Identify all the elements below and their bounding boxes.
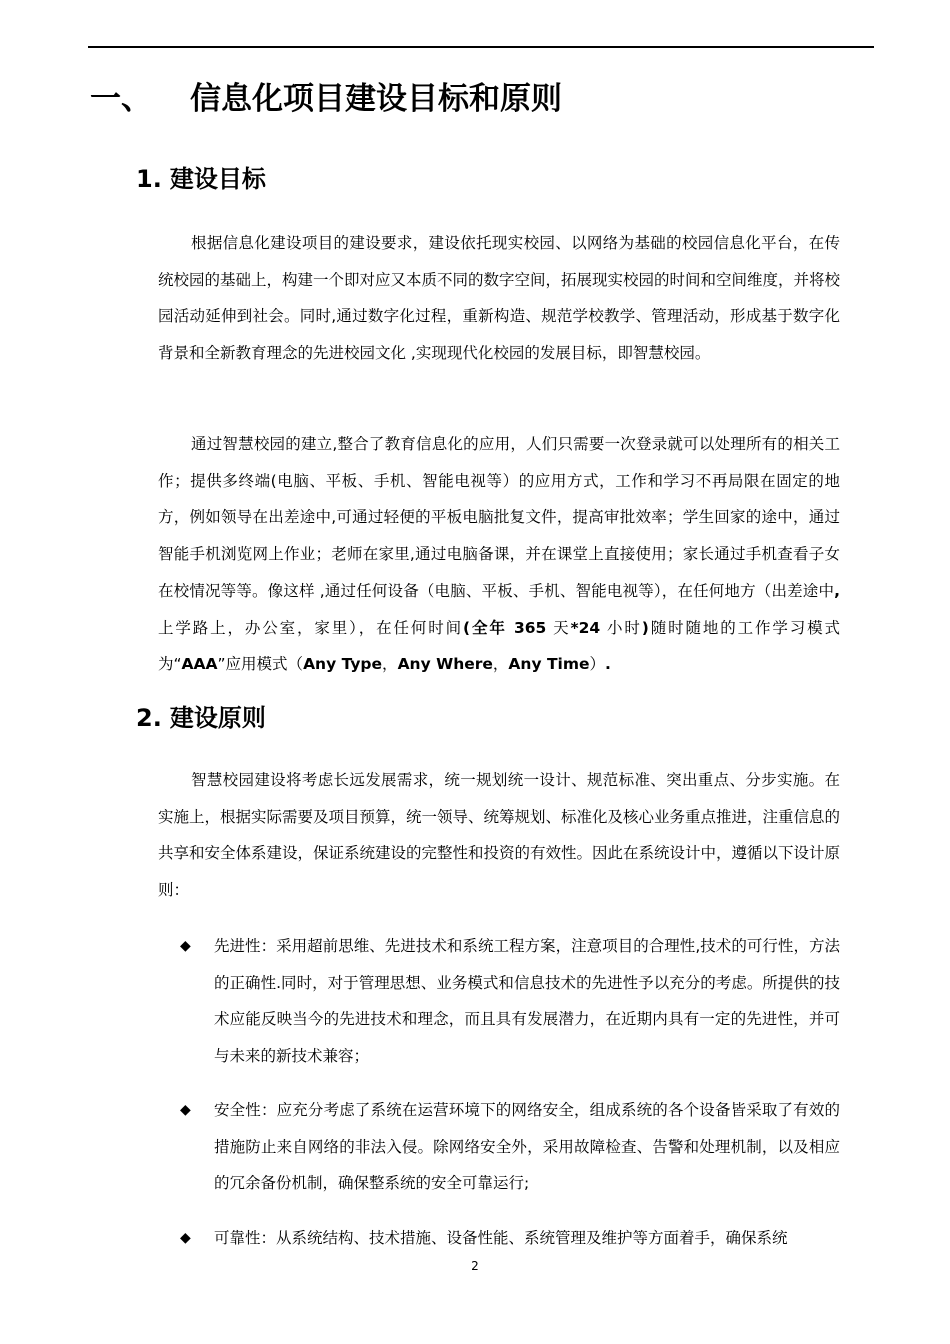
list-item	[180, 928, 840, 1075]
goals-paragraph-1: 根据信息化建设项目的建设要求，建设依托现实校园、以网络为基础的校园信息化平台，在传统校园的基础上，构建一个即对应又本质不同的数字空间，拓展现实校园的时间和空间维度，并将校园活动延伸到社会。同时,通过数字化过程，重新构造、规范学校教学、管理活动，形成基于数字化背景和全新教育理念的先进校园文化 ,实现现代化校园的发展目标，即智慧校园。	[158, 234, 841, 363]
header-rule	[88, 46, 874, 48]
chapter-title: 信息化项目建设目标和原则	[190, 81, 562, 117]
list-item	[180, 1092, 840, 1202]
section-number: 2.	[136, 704, 162, 732]
section-number: 1.	[136, 165, 162, 193]
list-item-text: 先进性：采用超前思维、先进技术和系统工程方案，注意项目的合理性,技术的可行性，方法的正确性.同时，对于管理思想、业务模式和信息技术的先进性予以充分的考虑。所提供的技术应能反映当今的先进技术和理念，而且具有发展潜力，在近期内具有一定的先进性，并可与未来的新技术兼容；	[214, 937, 840, 1066]
chapter-heading	[90, 74, 562, 124]
diamond-bullet-icon: ◆	[180, 1230, 191, 1246]
section-heading-goals	[136, 161, 266, 197]
section-title: 建设目标	[169, 165, 266, 193]
section-heading-principles	[136, 700, 266, 736]
principles-intro-paragraph: 智慧校园建设将考虑长远发展需求，统一规划统一设计、规范标准、突出重点、分步实施。在实施上，根据实际需要及项目预算，统一领导、统筹规划、标准化及核心业务重点推进，注重信息的共享和安全体系建设，保证系统建设的完整性和投资的有效性。因此在系统设计中，遵循以下设计原则：	[158, 771, 841, 900]
diamond-bullet-icon: ◆	[180, 938, 191, 954]
list-item	[180, 1220, 840, 1257]
chapter-number: 一、	[90, 81, 152, 117]
diamond-bullet-icon: ◆	[180, 1102, 191, 1118]
section-title: 建设原则	[169, 704, 266, 732]
goals-paragraph-2: 通过智慧校园的建立,整合了教育信息化的应用，人们只需要一次登录就可以处理所有的相关工作；提供多终端(电脑、平板、手机、智能电视等）的应用方式，工作和学习不再局限在固定的地方，例如领导在出差途中,可通过轻便的平板电脑批复文件，提高审批效率；学生回家的途中，通过智能手机浏览网上作业；老师在家里,通过电脑备课，并在课堂上直接使用；家长通过手机查看子女在校情况等等。像这样 ,通过任何设备（电脑、平板、手机、智能电视等），在任何地方（出差途中,上学路上，办公室，家里），在任何时间(全年 365 天*24 小时)随时随地的工作学习模式为“AAA”应用模式（Any Type，Any Where，Any Time）.	[158, 435, 840, 674]
page-number: 2	[471, 1259, 479, 1273]
list-item-text: 安全性：应充分考虑了系统在运营环境下的网络安全，组成系统的各个设备皆采取了有效的措施防止来自网络的非法入侵。除网络安全外，采用故障检查、告警和处理机制，以及相应的冗余备份机制，确保整系统的安全可靠运行;	[214, 1101, 840, 1193]
list-item-text: 可靠性：从系统结构、技术措施、设备性能、系统管理及维护等方面着手，确保系统	[214, 1229, 788, 1247]
